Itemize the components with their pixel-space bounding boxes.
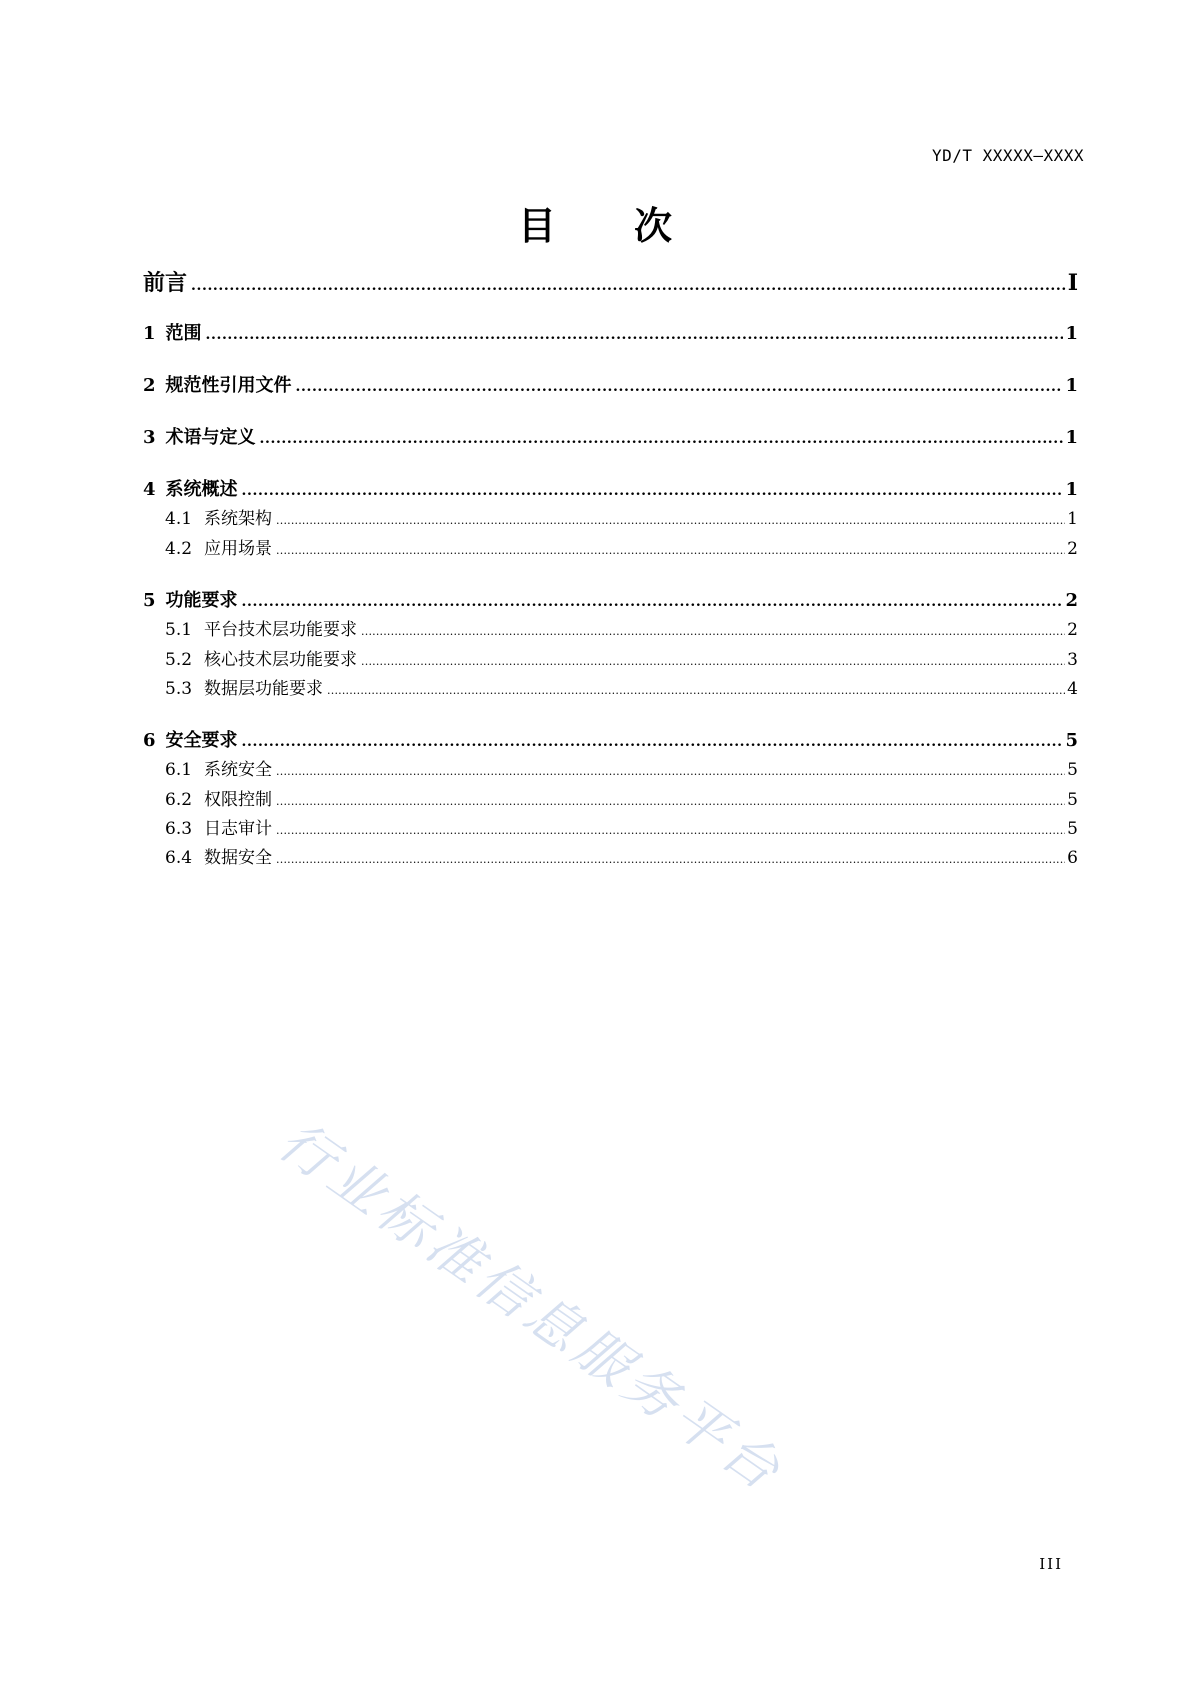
toc-entry[interactable] [143, 266, 1078, 297]
dot-leader [276, 760, 1065, 780]
toc-entry-number: 6.4 [165, 848, 193, 868]
dot-leader [260, 427, 1064, 448]
toc-entry-title: 数据安全 [204, 848, 273, 868]
toc-entry-page: 1 [1065, 479, 1078, 500]
toc-entry-page: 3 [1067, 650, 1078, 670]
toc-entry-page: 5 [1067, 819, 1078, 839]
toc-entry-page: 2 [1065, 590, 1078, 611]
toc-entry-title: 核心技术层功能要求 [204, 650, 358, 670]
dot-leader [276, 819, 1065, 839]
toc-entry-page: 1 [1065, 375, 1078, 396]
toc-entry[interactable] [143, 615, 1078, 640]
toc-entry-number: 6.2 [165, 790, 193, 810]
toc-entry-number: 6 [143, 730, 156, 751]
toc-entry[interactable] [143, 785, 1078, 810]
toc-entry-number: 5.3 [165, 679, 193, 699]
toc-entry-page: 5 [1067, 790, 1078, 810]
toc-entry[interactable] [143, 319, 1078, 345]
toc-entry[interactable] [143, 423, 1078, 449]
toc-entry[interactable] [143, 755, 1078, 780]
dot-leader [242, 590, 1064, 611]
dot-leader [242, 479, 1064, 500]
toc-entry-page: 2 [1067, 539, 1078, 559]
toc-entry-title: 数据层功能要求 [204, 679, 324, 699]
toc-entry-number: 4.1 [165, 509, 193, 529]
dot-leader [242, 730, 1064, 751]
toc-entry-page: 2 [1067, 620, 1078, 640]
toc-entry[interactable] [143, 371, 1078, 397]
toc-entry-page: 5 [1067, 760, 1078, 780]
toc-entry-title: 日志审计 [204, 819, 273, 839]
dot-leader [276, 539, 1065, 559]
toc-entry-page: 5 [1065, 730, 1078, 751]
dot-leader [296, 375, 1064, 396]
toc-entry-page: 4 [1067, 679, 1078, 699]
toc-entry-page: 1 [1067, 509, 1078, 529]
page-title [0, 195, 1190, 250]
toc-entry[interactable] [143, 534, 1078, 559]
dot-leader [361, 620, 1065, 640]
toc-entry-page: 1 [1065, 323, 1078, 344]
toc-entry[interactable] [143, 586, 1078, 612]
toc-entry-title: 应用场景 [204, 539, 273, 559]
toc-entry-title: 系统概述 [165, 479, 238, 500]
toc-entry-title: 前言 [143, 270, 188, 296]
watermark-text: 行业标准信息服务平台 [267, 1109, 796, 1505]
toc-entry-title: 安全要求 [165, 730, 238, 751]
dot-leader [361, 650, 1065, 670]
dot-leader [191, 270, 1066, 296]
toc-entry-number: 5 [143, 590, 156, 611]
toc-entry[interactable] [143, 475, 1078, 501]
toc-entry-number: 5.1 [165, 620, 193, 640]
page-title-char-2: 次 [634, 204, 673, 248]
toc-entry-number: 6.3 [165, 819, 193, 839]
dot-leader [276, 509, 1065, 529]
toc-entry[interactable] [143, 504, 1078, 529]
toc-entry-number: 1 [143, 323, 156, 344]
dot-leader [327, 679, 1065, 699]
toc-entry[interactable] [143, 843, 1078, 868]
toc-entry-number: 5.2 [165, 650, 193, 670]
toc-entry-number: 4.2 [165, 539, 193, 559]
toc-entry-title: 系统安全 [204, 760, 273, 780]
toc-entry[interactable] [143, 674, 1078, 699]
toc-entry-number: 4 [143, 479, 156, 500]
toc-entry-title: 权限控制 [204, 790, 273, 810]
toc-entry-number: 6.1 [165, 760, 193, 780]
toc-entry[interactable] [143, 645, 1078, 670]
toc-entry-number: 2 [143, 375, 156, 396]
dot-leader [206, 323, 1064, 344]
toc-entry-page: 6 [1067, 848, 1078, 868]
toc-entry-title: 平台技术层功能要求 [204, 620, 358, 640]
toc-entry-title: 功能要求 [165, 590, 238, 611]
toc-entry-title: 范围 [165, 323, 202, 344]
toc-entry-title: 规范性引用文件 [165, 375, 292, 396]
toc-entry-page: 1 [1065, 427, 1078, 448]
dot-leader [276, 848, 1065, 868]
toc-entry-number: 3 [143, 427, 156, 448]
dot-leader [276, 790, 1065, 810]
page-title-char-1: 目 [517, 204, 556, 248]
toc-entry-title: 术语与定义 [165, 427, 256, 448]
toc-entry-page: I [1067, 270, 1078, 296]
toc-entry[interactable] [143, 726, 1078, 752]
page-number: III [1039, 1555, 1063, 1573]
toc-entry[interactable] [143, 814, 1078, 839]
standard-code: YD/T XXXXX—XXXX [932, 146, 1084, 165]
toc-entry-title: 系统架构 [204, 509, 273, 529]
